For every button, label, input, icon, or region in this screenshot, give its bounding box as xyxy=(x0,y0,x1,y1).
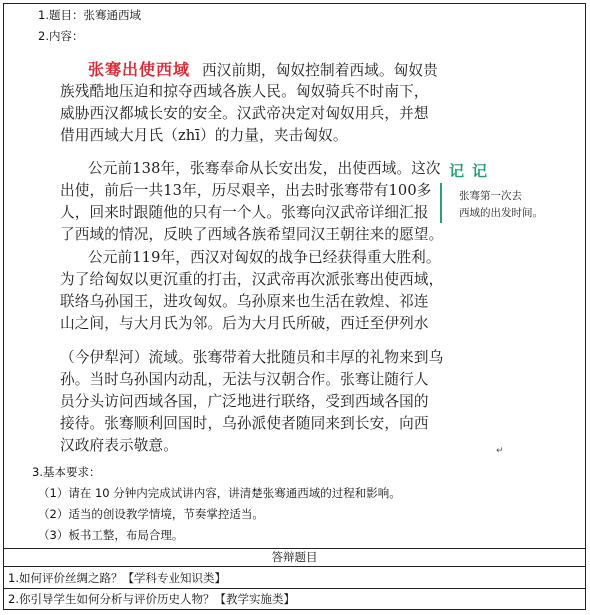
paragraph-3-line-2: 为了给匈奴以更沉重的打击，汉武帝再次派张骞出使西域， xyxy=(60,271,444,288)
side-note-line-1: 张骞第一次去 xyxy=(459,190,522,202)
return-mark: ↵ xyxy=(496,446,504,456)
requirement-2: （2）适当的创设教学情境，节奏掌控适当。 xyxy=(38,507,264,521)
paragraph-4-line-3: 员分头访问西域各国，广泛地进行联络，受到西域各国的 xyxy=(60,393,429,410)
paragraph-4-line-5: 汉政府表示敬意。 xyxy=(60,437,178,454)
title-line: 1.题目：张骞通西域 xyxy=(38,8,141,22)
paragraph-3-line-3: 联络乌孙国王，进攻匈奴。乌孙原来也生活在敦煌、祁连 xyxy=(60,293,429,310)
paragraph-2-line-1: 公元前138年，张骞奉命从长安出发，出使西域。这次 xyxy=(88,160,441,177)
paragraph-2-line-2: 出使，前后一共13年，历尽艰辛，出去时张骞带有100多 xyxy=(60,182,432,199)
requirement-1: （1）请在 10 分钟内完成试讲内容，讲清楚张骞通西域的过程和影响。 xyxy=(38,486,401,500)
lead-heading: 张骞出使西域 xyxy=(88,60,191,79)
paragraph-1-line-2: 族残酷地压迫和掠夺西域各族人民。匈奴骑兵不时南下， xyxy=(60,83,429,100)
paragraph-2-line-4: 了西域的情况，反映了西域各族希望同汉王朝往来的愿望。 xyxy=(60,226,444,243)
paragraph-2-first xyxy=(88,158,441,180)
side-note-title: 记记 xyxy=(449,162,496,180)
divider-question-1 xyxy=(3,588,586,589)
paragraph-4-line-4: 接待。张骞顺利回国时，乌孙派使者随同来到长安，向西 xyxy=(60,415,429,432)
paragraph-4-line-2: 孙。当时乌孙国内动乱，无法与汉朝合作。张骞让随行人 xyxy=(60,371,429,388)
paragraph-3-first xyxy=(88,247,441,269)
side-note-line-2: 西域的出发时间。 xyxy=(459,207,543,219)
paragraph-1 xyxy=(88,59,438,82)
requirement-3: （3）板书工整，布局合理。 xyxy=(38,528,184,542)
divider-qa-top xyxy=(3,548,586,549)
paragraph-1-rest xyxy=(60,81,429,147)
paragraph-1-line-3: 威胁西汉都城长安的安全。汉武帝决定对匈奴用兵，并想 xyxy=(60,105,429,122)
paragraph-3-rest xyxy=(60,269,443,335)
question-2: 2.你引导学生如何分析与评价历史人物？【教学实施类】 xyxy=(8,592,295,606)
qa-header: 答辩题目 xyxy=(271,550,318,564)
paragraph-4 xyxy=(60,347,443,457)
paragraph-1-line-4: 借用西域大月氏（zhī）的力量，夹击匈奴。 xyxy=(60,127,348,144)
paragraph-1-line-1: 张骞出使西域 西汉前期，匈奴控制着西域。匈奴贵 xyxy=(88,60,438,79)
paragraph-2-line-3: 人，回来时跟随他的只有一个人。张骞向汉武帝详细汇报 xyxy=(60,204,429,221)
paragraph-3-line-1: 公元前119年，西汉对匈奴的战争已经获得重大胜利。 xyxy=(88,249,441,266)
paragraph-3-line-4: 山之间，与大月氏为邻。后为大月氏所破，西迁至伊列水 xyxy=(60,315,429,332)
divider-qa-header xyxy=(3,566,586,567)
question-1: 1.如何评价丝绸之路？【学科专业知识类】 xyxy=(8,571,226,585)
side-note-text xyxy=(459,188,543,222)
paragraph-4-line-1: （今伊犁河）流域。张骞带着大批随员和丰厚的礼物来到乌 xyxy=(60,349,444,366)
paragraph-2-rest xyxy=(60,180,443,246)
content-label: 2.内容： xyxy=(38,29,84,43)
requirements-label: 3.基本要求： xyxy=(32,465,101,479)
